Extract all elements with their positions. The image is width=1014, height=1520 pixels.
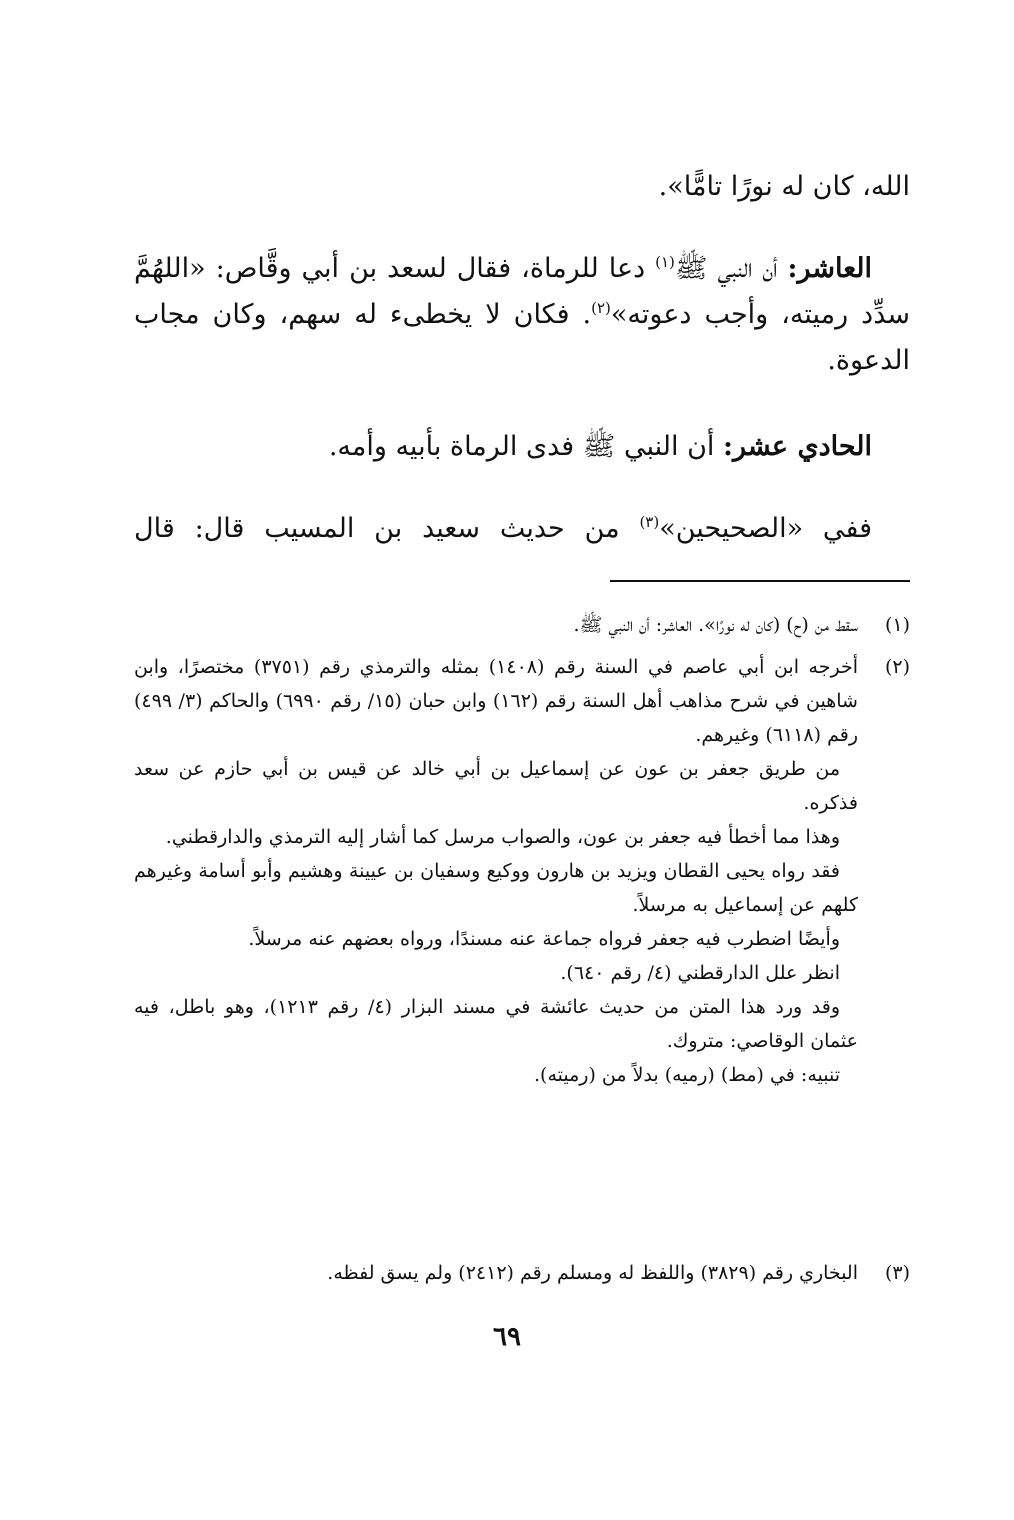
paragraph-sahihayn [134, 506, 910, 552]
footnote-3-number: (٣) [884, 1262, 910, 1284]
footnote-ref-2[interactable]: (٢) [591, 299, 611, 317]
footnote-1 [134, 608, 910, 642]
footnote-2-inconsistency: وأيضًا اضطرب فيه جعفر فرواه جماعة عنه مسندًا، ورواه بعضهم عنه مرسلاً. [248, 928, 840, 950]
paragraph-tenth-text-a: أن النبي ﷺ [674, 253, 788, 284]
footnote-2-chain: من طريق جعفر بن عون عن إسماعيل بن أبي خالد عن قيس بن أبي حازم عن سعد فذكره. [134, 758, 858, 814]
paragraph-eleventh-text: أن النبي ﷺ فدى الرماة بأبيه وأمه. [328, 431, 723, 462]
footnote-1-number: (١) [884, 614, 910, 636]
paragraph-sahihayn-text-a: ففي «الصحيحين» [659, 513, 873, 544]
footnote-2-reference: انظر علل الدارقطني (٤/ رقم ٦٤٠). [560, 962, 840, 984]
paragraph-eleventh [134, 424, 910, 470]
paragraph-tenth-text-c: . فكان لا يخطىء له سهم، وكان مجاب الدعوة. [134, 299, 910, 376]
footnote-1-text: سقط من (ح) (كان له نورًا». العاشر: أن النبي ﷺ. [573, 614, 858, 636]
footnote-separator [610, 580, 910, 582]
body-line1: الله، كان له نورًا تامًّا». [658, 171, 910, 202]
paragraph-sahihayn-text-b: من حديث سعيد بن المسيب قال: قال [134, 513, 640, 544]
paragraph-tenth-label: العاشر: [787, 253, 872, 284]
footnote-2-aisha-hadith: وقد ورد هذا المتن من حديث عائشة في مسند البزار (٤/ رقم ١٢١٣)، وهو باطل، فيه عثمان الوقاصي: متروك. [134, 996, 858, 1052]
page-number: ٦٩ [493, 1322, 521, 1352]
footnote-2-number: (٢) [884, 656, 910, 678]
footnote-2 [134, 650, 910, 1092]
footnote-2-error-note: وهذا مما أخطأ فيه جعفر بن عون، والصواب مرسل كما أشار إليه الترمذي والدارقطني. [165, 826, 840, 848]
footnote-2-text: أخرجه ابن أبي عاصم في السنة رقم (١٤٠٨) بمثله والترمذي رقم (٣٧٥١) مختصرًا، وابن شاهين في شرح مذاهب أهل السنة رقم (١٦٢) وابن حبان (١٥/ رقم ٦٩٩٠) والحاكم (٣/ ٤٩٩) رقم (٦١١٨) وغيرهم. [134, 656, 858, 746]
footnote-3 [134, 1256, 910, 1290]
body-line-continued [134, 164, 910, 210]
footnote-ref-3[interactable]: (٣) [639, 513, 660, 531]
paragraph-eleventh-label: الحادي عشر: [722, 431, 872, 462]
footnote-ref-1[interactable]: (١) [655, 253, 675, 271]
paragraph-tenth [134, 246, 910, 384]
footnote-2-narrators: فقد رواه يحيى القطان ويزيد بن هارون ووكيع وسفيان بن عيينة وهشيم وأبو أسامة وغيرهم كلهم عن إسماعيل به مرسلاً. [134, 860, 858, 916]
footnote-3-text: البخاري رقم (٣٨٢٩) واللفظ له ومسلم رقم (٢٤١٢) ولم يسق لفظه. [327, 1262, 858, 1284]
footnote-2-remark: تنبيه: في (مط) (رميه) بدلاً من (رميته). [534, 1064, 840, 1086]
paragraph-tenth-text-b: دعا للرماة، فقال لسعد بن أبي وقَّاص: «اللهُمَّ سدِّد رميته، وأجب دعوته» [134, 253, 910, 330]
